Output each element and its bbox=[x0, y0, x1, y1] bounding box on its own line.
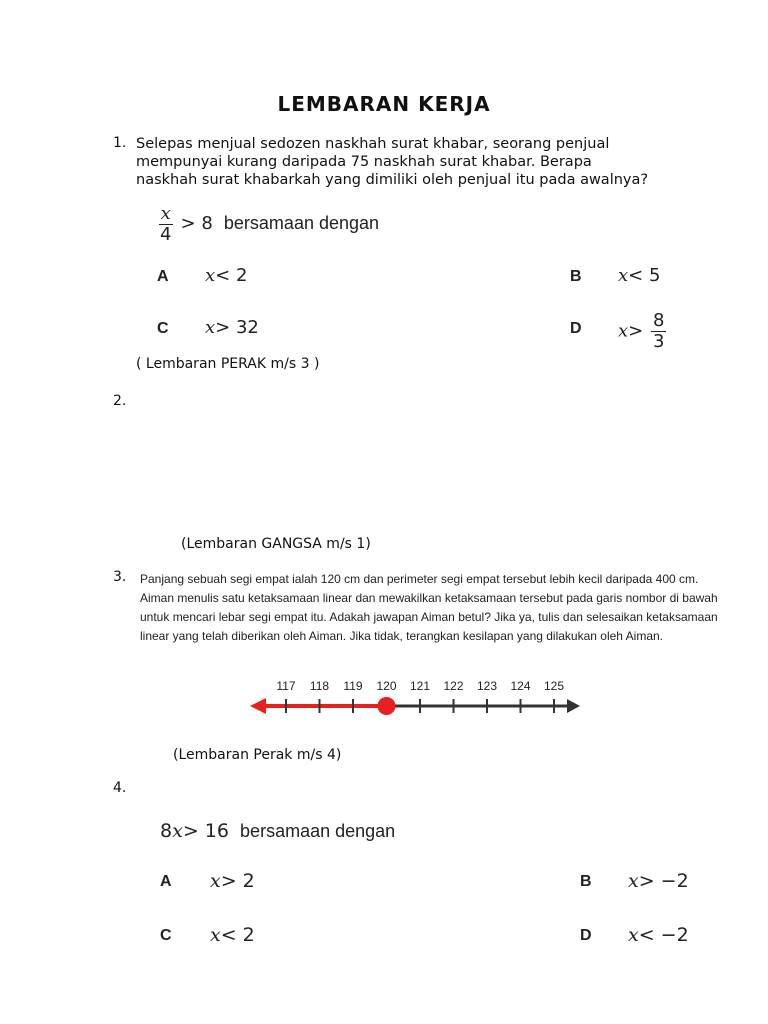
q1-option-c-rel: > 32 bbox=[215, 317, 259, 338]
q4-option-c-value bbox=[210, 924, 255, 946]
q4-option-b-label: B bbox=[580, 873, 592, 890]
question-1-number: 1. bbox=[113, 135, 127, 151]
question-3-text: Panjang sebuah segi empat ialah 120 cm dan perimeter segi empat tersebut lebih kecil daripada 400 cm. Aiman menulis satu ketaksamaan linear dan mewakilkan ketaksamaan tersebut pada garis nombor di bawah untuk mencari lebar segi empat itu. Adakah jawapan Aiman betul? Jika ya, tulis dan selesaikan ketaksamaan linear yang telah diberikan oleh Aiman. Jika tidak, terangkan kesilapan yang dilakukan oleh Aiman. bbox=[140, 572, 718, 643]
stem-word: bersamaan dengan bbox=[223, 213, 380, 233]
q1-option-a-var: x bbox=[205, 265, 216, 286]
stem-fraction-numerator: x bbox=[160, 203, 171, 224]
number-line-label-120: 120 bbox=[376, 679, 397, 693]
number-line-label-121: 121 bbox=[409, 679, 431, 693]
q4-option-d-value bbox=[628, 924, 689, 946]
q1-option-c-value bbox=[205, 317, 259, 338]
question-1-stem bbox=[156, 205, 379, 244]
q4-stem-word: bersamaan dengan bbox=[240, 821, 396, 841]
question-4-number: 4. bbox=[113, 780, 127, 796]
question-3-number: 3. bbox=[113, 569, 127, 585]
q4-stem-var: x bbox=[172, 820, 183, 842]
number-line-label-117: 117 bbox=[276, 679, 296, 693]
q1-option-d-value bbox=[618, 312, 668, 351]
q1-option-b-label: B bbox=[570, 268, 582, 285]
q4-option-c-rel: < 2 bbox=[220, 924, 255, 946]
q4-option-b-var: x bbox=[628, 870, 639, 892]
q1-option-c-var: x bbox=[205, 317, 216, 338]
q1-option-d-numerator: 8 bbox=[652, 310, 665, 331]
q4-option-d-label: D bbox=[580, 927, 592, 944]
q4-stem-rel: > 16 bbox=[182, 820, 229, 842]
q1-option-d-label: D bbox=[570, 320, 582, 337]
stem-fraction-denominator: 4 bbox=[160, 224, 172, 245]
number-line-label-118: 118 bbox=[309, 679, 330, 693]
question-4-stem bbox=[160, 820, 395, 842]
stem-fraction bbox=[158, 205, 173, 244]
q1-option-b-value bbox=[618, 265, 660, 286]
q4-option-a-value bbox=[210, 870, 255, 892]
question-3-source: (Lembaran Perak m/s 4) bbox=[173, 747, 342, 763]
question-2-source: (Lembaran GANGSA m/s 1) bbox=[181, 536, 371, 552]
q1-option-a-label: A bbox=[157, 268, 169, 285]
number-line-label-123: 123 bbox=[476, 679, 498, 693]
q4-option-d-var: x bbox=[628, 924, 639, 946]
q4-stem-coef: 8 bbox=[160, 820, 173, 842]
page-title: LEMBARAN KERJA bbox=[277, 92, 491, 116]
number-line-label-125: 125 bbox=[543, 679, 565, 693]
q4-option-b-value bbox=[628, 870, 689, 892]
number-line bbox=[240, 672, 590, 728]
q4-option-a-label: A bbox=[160, 873, 172, 890]
q1-option-b-rel: < 5 bbox=[628, 265, 661, 286]
q1-option-b-var: x bbox=[618, 265, 629, 286]
q4-option-c-label: C bbox=[160, 927, 172, 944]
solution-ray-arrow bbox=[250, 698, 266, 714]
stem-relation: > 8 bbox=[180, 213, 213, 234]
q1-option-a-value bbox=[205, 265, 247, 286]
number-line-label-124: 124 bbox=[510, 679, 531, 693]
number-line-label-119: 119 bbox=[343, 679, 363, 693]
number-line-label-122: 122 bbox=[443, 679, 464, 693]
q4-option-a-rel: > 2 bbox=[220, 870, 255, 892]
q4-option-a-var: x bbox=[210, 870, 221, 892]
q1-option-c-label: C bbox=[157, 320, 169, 337]
q4-option-d-rel: < −2 bbox=[638, 924, 689, 946]
q4-option-b-rel: > −2 bbox=[638, 870, 689, 892]
question-2-number: 2. bbox=[113, 393, 127, 409]
solution-endpoint bbox=[378, 697, 396, 715]
number-line-right-arrow bbox=[567, 699, 580, 713]
q1-option-d-rel: > bbox=[628, 320, 644, 342]
q1-option-a-rel: < 2 bbox=[215, 265, 248, 286]
q1-option-d-fraction bbox=[651, 312, 666, 351]
q4-option-c-var: x bbox=[210, 924, 221, 946]
question-1-source: ( Lembaran PERAK m/s 3 ) bbox=[136, 356, 320, 372]
question-1-text: Selepas menjual sedozen naskhah surat khabar, seorang penjual mempunyai kurang daripada 75 naskhah surat khabar. Berapa naskhah surat khabarkah yang dimiliki oleh penjual itu pada awalnya? bbox=[136, 136, 649, 188]
q1-option-d-denominator: 3 bbox=[652, 331, 665, 352]
q1-option-d-var: x bbox=[618, 320, 629, 342]
